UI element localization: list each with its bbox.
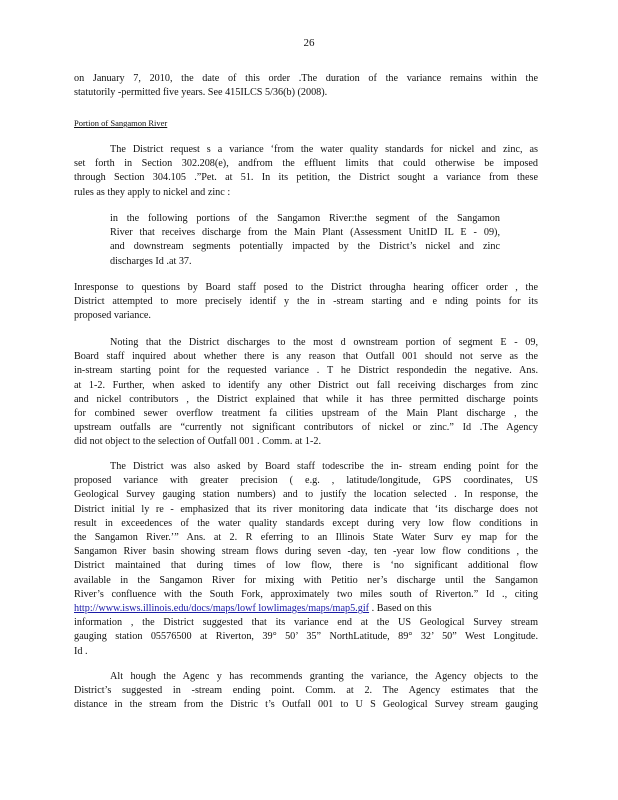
quote-line: and downstream segments potentially impacted by the District’s nickel and zinc <box>110 241 500 253</box>
text-line: information , the District suggested that its variance end at the US Geological Survey stream <box>74 617 538 629</box>
text-line: rules as they apply to nickel and zinc : <box>74 186 231 198</box>
paragraph-variance-request <box>74 143 538 200</box>
text-line: District initial ly re - emphasized that its river monitoring data indicate that ‘its discharge does not <box>74 503 538 515</box>
paragraph-ending-point <box>74 460 538 659</box>
text-line: District attempted to more precisely identif y the in -stream starting and e nding points for its <box>74 296 538 308</box>
text-line: The District was also asked by Board staff todescribe the in- stream ending point for the <box>110 461 538 472</box>
text-line: for combined sewer overflow treatment fa cilities upstream of the Main Plant discharge , the <box>74 408 538 420</box>
section-heading: Portion of Sangamon River <box>74 118 168 128</box>
text-line: proposed variance. <box>74 310 151 322</box>
text-line: Id . <box>74 645 88 657</box>
text-line: River’s confluence with the South Fork, approximately two miles south of Riverton.” Id ., citing <box>74 588 538 600</box>
text-line: Alt hough the Agenc y has recommends granting the variance, the Agency objects to the <box>110 671 538 682</box>
text-line: Board staff inquired about whether there is any reason that Outfall 001 should not serve as the <box>74 351 538 363</box>
text-line: available in the Sangamon River for mixing with Petitio ner’s discharge until the Sangamon <box>74 574 538 586</box>
page-number: 26 <box>303 37 315 49</box>
text-line: Inresponse to questions by Board staff posed to the District througha hearing officer order , the <box>74 282 538 293</box>
paragraph-agency-objection <box>74 670 538 713</box>
text-line: District’s suggested in -stream ending point. Comm. at 2. The Agency estimates that the <box>74 685 538 697</box>
paragraph-board-questions <box>74 281 538 324</box>
paragraph-outfall-001 <box>74 336 538 450</box>
text-line: Sangamon River basin showing stream flows during seven -day, ten -year low flow conditions , the <box>74 546 538 558</box>
quote-line: in the following portions of the Sangamon River:the segment of the Sangamon <box>110 213 500 224</box>
text-line: Noting that the District discharges to the most d ownstream portion of segment E - 09, <box>110 337 538 348</box>
quote-line: discharges Id .at 37. <box>110 255 192 267</box>
link-trailing-text: . Based on this <box>371 603 432 615</box>
text-line: through Section 304.105 .”Pet. at 51. In its petition, the District sought a variance from these <box>74 172 538 184</box>
text-line: proposed variance with greater precision ( e.g. , latitude/longitude, GPS coordinates, US <box>74 475 538 487</box>
text-line: gauging station 05576500 at Riverton, 39° 50’ 35” NorthLatitude, 89° 32’ 50” West Longitude. <box>74 631 538 643</box>
text-line: statutorily -permitted five years. See 415ILCS 5/36(b) (2008). <box>74 87 328 99</box>
map-link[interactable]: http://www.isws.illinois.edu/docs/maps/lowf lowlimages/maps/map5.gif <box>74 603 370 615</box>
paragraph-continuation <box>74 72 538 100</box>
text-line: at 1-2. Further, when asked to identify any other District out fall receiving discharges from zinc <box>74 379 538 391</box>
text-line: Geological Survey gauging station numbers) and to justify the location selected . In response, the <box>74 489 538 501</box>
text-line: did not object to the selection of Outfall 001 . Comm. at 1-2. <box>74 436 322 448</box>
text-line-with-link <box>74 602 538 616</box>
block-quote <box>110 212 500 269</box>
quote-line: River that receives discharge from the Main Plant (Assessment UnitID IL E - 09), <box>110 227 500 239</box>
text-line: the Sangamon River.’” Ans. at 2. R eferring to an Illinois State Water Surv ey map for the <box>74 532 538 544</box>
text-line: distance in the stream from the Distric t’s Outfall 001 to U S Geological Survey stream gauging <box>74 699 538 711</box>
text-line: result in exceedences of the water quality standards except during very low flow conditions in <box>74 517 538 529</box>
text-line: set forth in Section 302.208(e), andfrom the effluent limits that could otherwise be imposed <box>74 158 538 170</box>
text-line: upstream outfalls are “currently not significant contributors of nickel or zinc.” Id .The Agency <box>74 422 538 434</box>
text-line: The District request s a variance ‘from the water quality standards for nickel and zinc, as <box>110 144 538 155</box>
text-line: and nickel contributors , the District explained that while it has three permitted discharge points <box>74 393 538 405</box>
text-line: District maintained that during times of low flow, there is ‘no significant additional flow <box>74 560 538 572</box>
text-line: in-stream starting point for the requested variance . T he District respondedin the negative. Ans. <box>74 365 538 377</box>
text-line: on January 7, 2010, the date of this order .The duration of the variance remains within the <box>74 73 538 84</box>
